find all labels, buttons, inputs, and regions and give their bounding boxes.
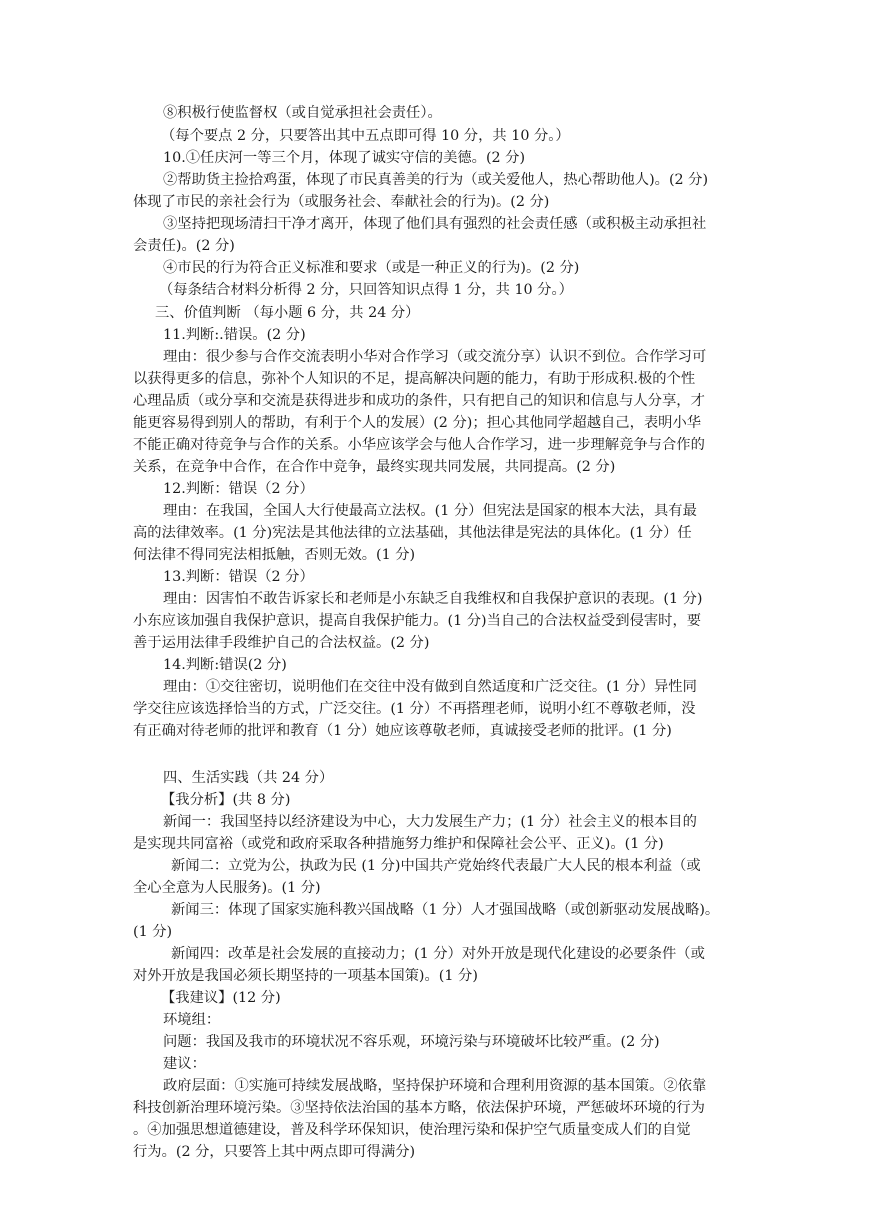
text-line: （每条结合材料分析得 2 分，只回答知识点得 1 分，共 10 分。） [159, 282, 573, 298]
text-line: 行为。(2 分，只要答上其中两点即可得满分) [133, 1144, 416, 1160]
text-line: 体现了市民的亲社会行为（或服务社会、奉献社会的行为)。(2 分) [133, 194, 550, 210]
text-line: 关系，在竞争中合作，在合作中竞争，最终实现共同发展，共同提高。(2 分) [133, 459, 616, 475]
text-line: 理由：很少参与合作交流表明小华对合作学习（或交流分享）认识不到位。合作学习可 [163, 349, 707, 365]
text-line: 13.判断：错误（2 分） [163, 569, 314, 585]
text-line: 科技创新治理环境污染。③坚持依法治国的基本方略，依法保护环境，严惩破坏环境的行为 [133, 1100, 705, 1116]
text-line: 新闻一：我国坚持以经济建设为中心，大力发展生产力；(1 分）社会主义的根本目的 [163, 814, 697, 830]
text-line: 【我分析】(共 8 分) [161, 792, 291, 808]
text-line: 理由：因害怕不敢告诉家长和老师是小东缺乏自我维权和自我保护意识的表现。(1 分) [163, 591, 703, 607]
text-line: 理由：①交往密切，说明他们在交往中没有做到自然适度和广泛交往。(1 分）异性同 [163, 679, 697, 695]
text-line: 高的法律效率。(1 分)宪法是其他法律的立法基础，其他法律是宪法的具体化。(1 分）任 [133, 525, 692, 541]
text-line: 11.判断:.错误。(2 分) [163, 327, 306, 343]
text-line: 新闻二：立党为公，执政为民 (1 分)中国共产党始终代表最广大人民的根本利益（或 [171, 858, 701, 874]
text-line: 12.判断：错误（2 分） [163, 481, 314, 497]
text-line: ⑧积极行使监督权（或自觉承担社会责任）。 [163, 105, 442, 121]
text-line: 【我建议】(12 分) [161, 990, 281, 1006]
text-line: 建议： [163, 1056, 206, 1072]
text-line: (1 分) [133, 924, 173, 940]
text-line: 10.①任庆河一等三个月，体现了诚实守信的美德。(2 分) [163, 150, 526, 166]
text-line: 善于运用法律手段维护自己的合法权益。(2 分) [133, 635, 430, 651]
text-line: 是实现共同富裕（或党和政府采取各种措施努力维护和保障社会公平、正义)。(1 分) [133, 836, 664, 852]
text-line: 四、生活实践（共 24 分） [163, 770, 334, 786]
text-line: ②帮助货主捡拾鸡蛋，体现了市民真善美的行为（或关爱他人，热心帮助他人)。(2 分) [163, 172, 709, 188]
text-line: ④市民的行为符合正义标准和要求（或是一种正义的行为)。(2 分) [163, 260, 580, 276]
text-line: 14.判断:错误(2 分) [163, 657, 287, 673]
text-line: 。④加强思想道德建设，普及科学环保知识，使治理污染和保护空气质量变成人们的自觉 [133, 1122, 691, 1138]
text-line: 环境组： [163, 1012, 221, 1028]
text-line: 不能正确对待竞争与合作的关系。小华应该学会与他人合作学习，进一步理解竞争与合作的 [133, 437, 705, 453]
text-line: 理由：在我国，全国人大行使最高立法权。(1 分）但宪法是国家的根本大法，具有最 [163, 503, 697, 519]
text-line: （每个要点 2 分，只要答出其中五点即可得 10 分，共 10 分。） [161, 128, 570, 144]
text-line: 能更容易得到别人的帮助，有利于个人的发展）(2 分)；担心其他同学超越自己，表明小华 [133, 415, 702, 431]
text-line: 以获得更多的信息，弥补个人知识的不足，提高解决问题的能力，有助于形成积.极的个性 [133, 371, 696, 387]
text-line: 小东应该加强自我保护意识，提高自我保护能力。(1 分)当自己的合法权益受到侵害时，要 [133, 613, 702, 629]
text-line: 三、价值判断 （每小题 6 分，共 24 分） [155, 305, 420, 321]
text-line: 问题：我国及我市的环境状况不容乐观，环境污染与环境破坏比较严重。(2 分) [163, 1034, 660, 1050]
text-line: 对外开放是我国必须长期坚持的一项基本国策)。(1 分) [133, 968, 478, 984]
text-line: 有正确对待老师的批评和教育（1 分）她应该尊敬老师，真诚接受老师的批评。(1 分) [133, 723, 672, 739]
text-line: 新闻四：改革是社会发展的直接动力；(1 分）对外开放是现代化建设的必要条件（或 [171, 946, 705, 962]
text-line: 全心全意为人民服务)。(1 分) [133, 880, 321, 896]
text-line: 学交往应该选择恰当的方式，广泛交往。(1 分）不再搭理老师，说明小红不尊敬老师，没 [133, 701, 696, 717]
text-line: 新闻三：体现了国家实施科教兴国战略（1 分）人才强国战略（或创新驱动发展战略)。 [171, 902, 720, 918]
text-line: 会责任)。(2 分) [133, 238, 235, 254]
text-line: ③坚持把现场清扫干净才离开，体现了他们具有强烈的社会责任感（或积极主动承担社 [163, 216, 707, 232]
text-line: 何法律不得同宪法相抵触，否则无效。(1 分) [133, 547, 416, 563]
text-line: 政府层面：①实施可持续发展战略，坚持保护环境和合理利用资源的基本国策。②依靠 [163, 1078, 707, 1094]
text-line: 心理品质（或分享和交流是获得进步和成功的条件，只有把自己的知识和信息与人分享，才 [133, 393, 705, 409]
